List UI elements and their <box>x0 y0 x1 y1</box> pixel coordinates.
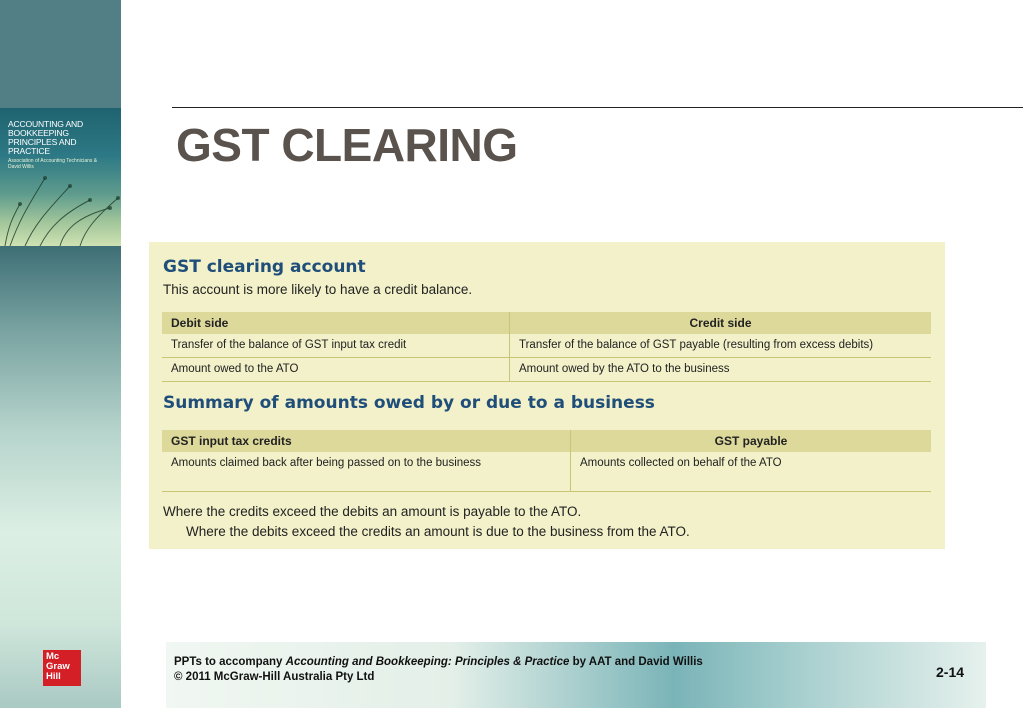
column-header: GST input tax credits <box>162 430 571 452</box>
title-divider <box>172 107 1023 108</box>
page-title: GST CLEARING <box>176 119 518 171</box>
gst-clearing-table <box>162 312 931 382</box>
footer-copyright: © 2011 McGraw-Hill Australia Pty Ltd <box>174 671 375 683</box>
table-row <box>162 358 931 382</box>
book-cover-image <box>0 108 121 246</box>
gst-clearing-subtitle: This account is more likely to have a credit balance. <box>163 282 473 297</box>
gst-clearing-heading: GST clearing account <box>163 257 366 277</box>
summary-table <box>162 430 931 492</box>
column-header: GST payable <box>571 430 932 452</box>
footer-prefix: PPTs to accompany <box>174 656 286 668</box>
footer-credit <box>174 655 703 685</box>
table-cell: Amount owed by the ATO to the business <box>510 358 932 382</box>
footer-suffix: by AAT and David Willis <box>569 656 703 668</box>
logo-line: Hill <box>46 671 61 682</box>
content-panel <box>149 242 945 549</box>
note-credits: Where the credits exceed the debits an amount is payable to the ATO. <box>163 504 582 519</box>
sidebar-top-band <box>0 0 121 108</box>
footer-book-title: Accounting and Bookkeeping: Principles & Practice <box>285 656 570 668</box>
sidebar <box>0 0 121 708</box>
table-cell: Amount owed to the ATO <box>162 358 510 382</box>
table-cell: Transfer of the balance of GST payable (resulting from excess debits) <box>510 334 932 358</box>
cover-authors: Association of Accounting Technicians & David Willis <box>8 158 98 170</box>
table-cell: Transfer of the balance of GST input tax credit <box>162 334 510 358</box>
table-cell: Amounts claimed back after being passed on to the business <box>162 452 571 492</box>
column-header: Debit side <box>162 312 510 334</box>
table-row <box>162 334 931 358</box>
logo-line: Graw <box>46 661 70 672</box>
cover-title: ACCOUNTING AND BOOKKEEPING PRINCIPLES AND PRACTICE <box>8 119 84 156</box>
footer <box>166 642 986 708</box>
mcgraw-hill-logo <box>43 650 81 686</box>
column-header: Credit side <box>510 312 932 334</box>
table-header-row <box>162 312 931 334</box>
table-header-row <box>162 430 931 452</box>
logo-line: Mc <box>46 651 60 662</box>
table-row <box>162 452 931 492</box>
summary-heading: Summary of amounts owed by or due to a business <box>163 393 655 413</box>
sidebar-gradient <box>0 246 121 708</box>
note-debits: Where the debits exceed the credits an amount is due to the business from the ATO. <box>186 524 690 539</box>
table-cell: Amounts collected on behalf of the ATO <box>571 452 932 492</box>
page-number: 2-14 <box>936 664 965 680</box>
footer-attribution <box>174 655 703 670</box>
